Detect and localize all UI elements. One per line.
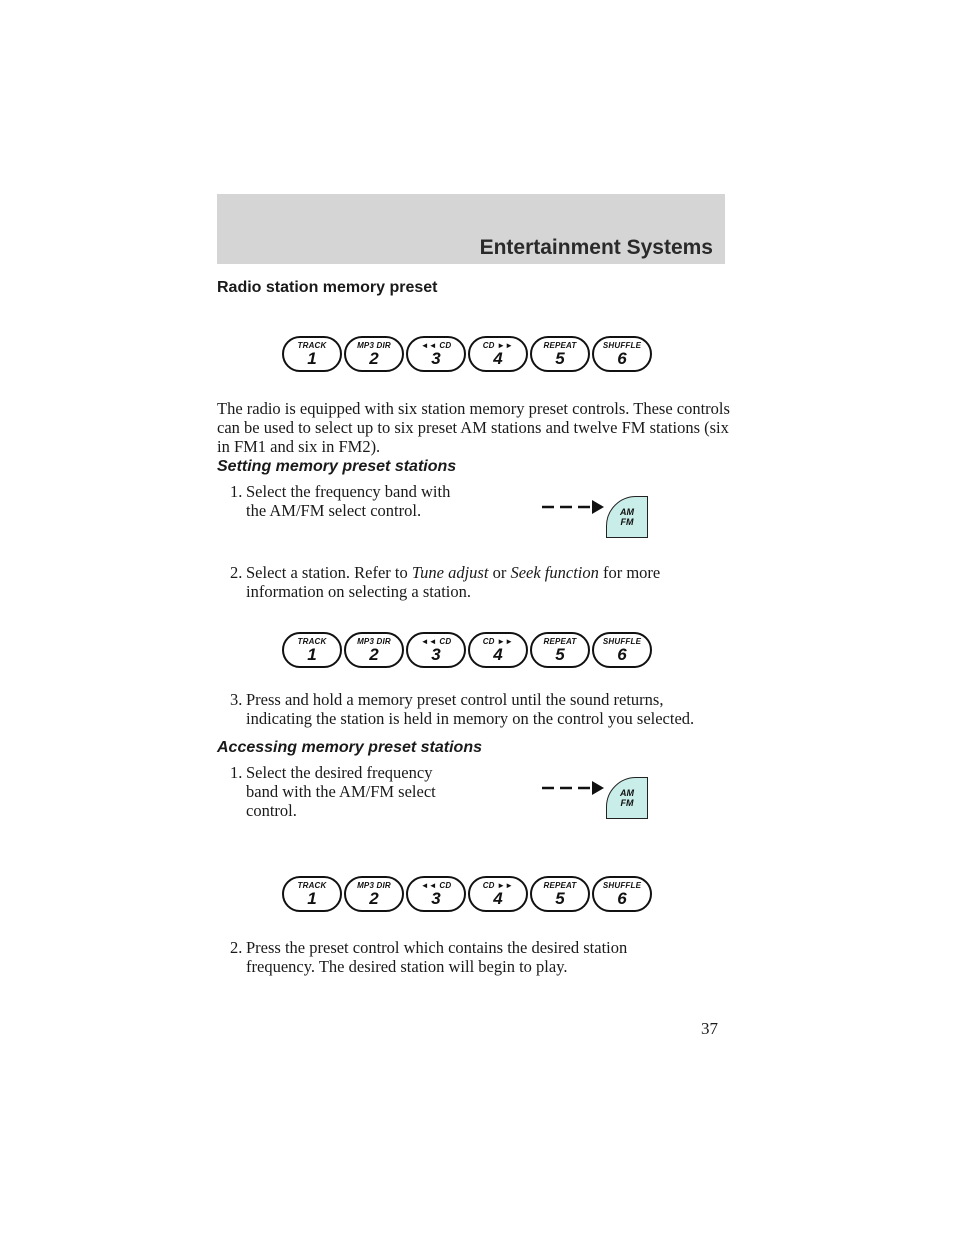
preset-label: SHUFFLE [602,341,642,350]
step-text: information on selecting a station. [246,582,471,601]
preset-button-1 [282,336,342,372]
step-text: the AM/FM select control. [246,501,422,520]
page-heading: Radio station memory preset [217,279,438,296]
amfm-label: AM [620,788,634,798]
preset-number: 5 [555,349,565,368]
dashed-arrow-icon [540,773,610,823]
preset-button-6 [592,336,652,372]
preset-number: 1 [307,889,317,908]
amfm-illustration [540,773,650,823]
preset-label: MP3 DIR [357,881,391,890]
preset-number: 4 [493,349,503,368]
preset-button-2 [344,632,404,668]
preset-buttons-row [282,336,652,372]
preset-label: CD ►► [482,341,514,350]
amfm-button [606,496,648,538]
step-text: control. [246,801,297,820]
step-text: Select the frequency band with [246,482,451,501]
preset-number: 4 [493,889,503,908]
section-title: Entertainment Systems [479,236,713,259]
page-number: 37 [701,1019,718,1038]
setting-heading: Setting memory preset stations [217,458,457,475]
preset-button-3 [406,876,466,912]
amfm-label: FM [620,517,634,527]
preset-button-5 [530,876,590,912]
preset-number: 4 [493,645,503,664]
ref-seek-function: Seek function [510,563,599,582]
preset-number: 3 [431,645,441,664]
setting-step-1 [230,482,450,520]
preset-button-6 [592,876,652,912]
step-text: Press and hold a memory preset control until the sound returns, [246,690,664,709]
ref-tune-adjust: Tune adjust [411,563,489,582]
amfm-label: AM [620,507,634,517]
preset-number: 6 [617,889,627,908]
amfm-label: FM [620,798,634,808]
setting-step-3 [230,690,694,728]
preset-label: REPEAT [543,881,577,890]
preset-number: 1 [307,349,317,368]
accessing-step-2 [230,938,627,976]
preset-number: 3 [431,889,441,908]
dashed-arrow-icon [540,492,610,542]
preset-button-4 [468,632,528,668]
setting-step-2 [230,563,660,601]
preset-buttons-row [282,876,652,912]
preset-label: MP3 DIR [357,341,391,350]
step-text: Select a station. Refer to [246,563,412,582]
header-band [217,194,725,264]
amfm-illustration [540,492,650,542]
preset-number: 1 [307,645,317,664]
accessing-step-1 [230,763,436,820]
preset-button-2 [344,876,404,912]
preset-number: 3 [431,349,441,368]
preset-number: 6 [617,349,627,368]
preset-number: 2 [369,349,379,368]
preset-label: SHUFFLE [602,881,642,890]
preset-label: ◄◄ CD [420,341,452,350]
preset-number: 5 [555,645,565,664]
preset-button-2 [344,336,404,372]
preset-label: REPEAT [543,341,577,350]
preset-number: 2 [369,645,379,664]
preset-button-1 [282,876,342,912]
step-text: frequency. The desired station will begin to play. [246,957,568,976]
preset-label: ◄◄ CD [420,881,452,890]
step-number: 1. [230,763,243,782]
step-number: 2. [230,938,243,957]
step-text: band with the AM/FM select [246,782,436,801]
accessing-heading: Accessing memory preset stations [217,739,482,756]
step-text: Press the preset control which contains the desired station [246,938,628,957]
preset-number: 2 [369,889,379,908]
preset-label: CD ►► [482,637,514,646]
preset-button-5 [530,336,590,372]
step-text: indicating the station is held in memory on the control you selected. [246,709,695,728]
preset-button-3 [406,336,466,372]
preset-buttons-row [282,632,652,668]
step-number: 1. [230,482,243,501]
preset-button-3 [406,632,466,668]
intro-paragraph: The radio is equipped with six station memory preset controls. These controls can be used to select up to six preset AM stations and twelve FM stations (six in FM1 and six in FM2). [217,399,730,456]
step-text: for more [598,563,661,582]
step-text: or [488,563,511,582]
preset-button-6 [592,632,652,668]
preset-label: CD ►► [482,881,514,890]
preset-label: ◄◄ CD [420,637,452,646]
preset-button-1 [282,632,342,668]
preset-label: TRACK [297,637,327,646]
preset-number: 5 [555,889,565,908]
preset-label: SHUFFLE [602,637,642,646]
step-text: Select the desired frequency [246,763,433,782]
step-number: 2. [230,563,243,582]
preset-label: TRACK [297,341,327,350]
preset-button-4 [468,876,528,912]
preset-number: 6 [617,645,627,664]
preset-label: MP3 DIR [357,637,391,646]
amfm-button [606,777,648,819]
preset-label: TRACK [297,881,327,890]
preset-label: REPEAT [543,637,577,646]
preset-button-5 [530,632,590,668]
preset-button-4 [468,336,528,372]
step-number: 3. [230,690,243,709]
